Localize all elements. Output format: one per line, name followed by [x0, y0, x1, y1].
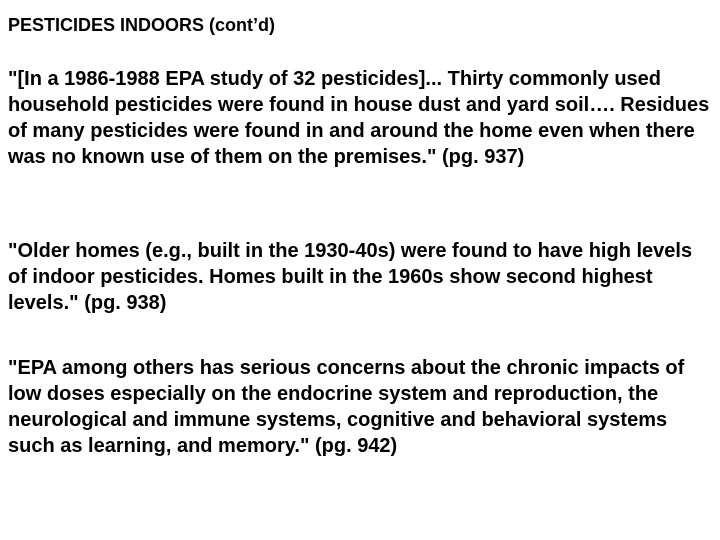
quote-paragraph-3: "EPA among others has serious concerns about the chronic impacts of low doses especially on the endocrine system and reproduction, the neurological and immune systems, cognitive and behavioral systems such as learning, and memory." (pg. 942)	[8, 357, 685, 457]
quote-paragraph-2: "Older homes (e.g., built in the 1930-40s) were found to have high levels of indoor pesticides. Homes built in the 1960s show second highest levels." (pg. 938)	[8, 240, 693, 314]
quote-paragraph-1: "[In a 1986-1988 EPA study of 32 pesticides]... Thirty commonly used household pesticides were found in house dust and yard soil…. Residues of many pesticides were found in and around the home even when there was no known use of them on the premises." (pg. 937)	[8, 68, 710, 168]
slide-title: PESTICIDES INDOORS (cont’d)	[8, 15, 276, 35]
